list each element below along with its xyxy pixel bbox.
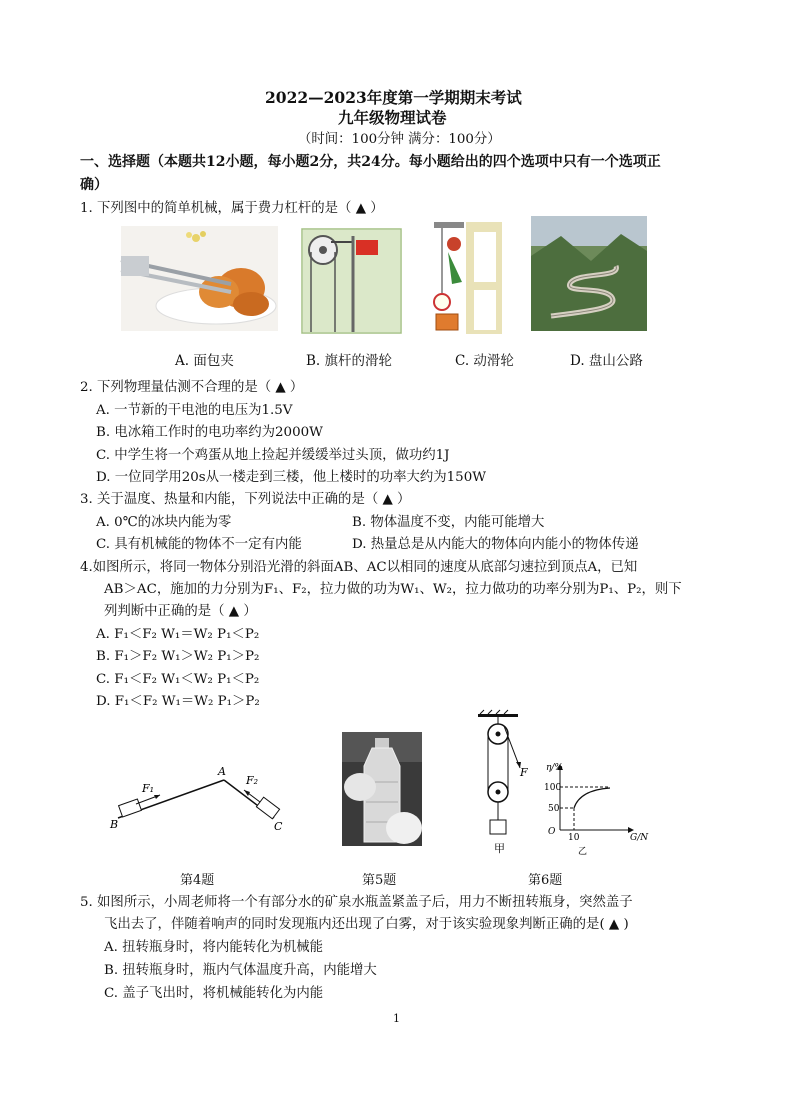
- figure-5-bottle-photo: [342, 732, 422, 846]
- label-F: F: [520, 766, 528, 779]
- origin-label: O: [548, 827, 556, 837]
- q1-option-d: D. 盘山公路: [570, 353, 643, 369]
- section-heading: 一、选择题（本题共12小题，每小题2分，共24分。每小题给出的四个选项中只有一个选项正: [80, 154, 661, 170]
- q1-option-a: A. 面包夹: [175, 353, 234, 369]
- paper-title: 九年级物理试卷: [338, 108, 447, 127]
- q4-option-d: D. F₁＜F₂ W₁＝W₂ P₁＞P₂: [96, 694, 260, 709]
- label-B: B: [110, 818, 119, 831]
- q4-option-a: A. F₁＜F₂ W₁＝W₂ P₁＜P₂: [96, 627, 260, 642]
- q5-option-a: A. 扭转瓶身时，将内能转化为机械能: [104, 940, 324, 955]
- q1-option-c: C. 动滑轮: [455, 353, 514, 369]
- x-tick-10: 10: [568, 833, 580, 843]
- movable-pulley-image: [432, 222, 502, 334]
- label-F1: F₁: [142, 782, 155, 795]
- question-4-stem-1: 4.如图所示，将同一物体分别沿光滑的斜面AB、AC以相同的速度从底部匀速拉到顶点A，已知: [80, 560, 638, 575]
- question-2-stem: 2. 下列物理量估测不合理的是（ ▲ ）: [80, 380, 304, 395]
- exam-meta: （时间：100分钟 满分：100分）: [298, 132, 501, 147]
- question-3-stem: 3. 关于温度、热量和内能，下列说法中正确的是（ ▲ ）: [80, 492, 411, 507]
- q3-option-d: D. 热量总是从内能大的物体向内能小的物体传递: [352, 537, 639, 552]
- question-5-stem-2: 飞出去了，伴随着响声的同时发现瓶内还出现了白雾，对于该实验现象判断正确的是( ▲ ): [104, 917, 629, 932]
- page-number: 1: [393, 1012, 400, 1025]
- caption-fig6: 第6题: [528, 873, 563, 888]
- label-A: A: [218, 765, 226, 778]
- question-4-stem-3: 列判断中正确的是（ ▲ ）: [104, 604, 257, 619]
- question-4-stem-2: AB＞AC，施加的力分别为F₁、F₂，拉力做的功为W₁、W₂，拉力做功的功率分别为P₁、P₂，则下: [104, 582, 682, 597]
- q2-option-a: A. 一节新的干电池的电压为1.5V: [96, 403, 293, 418]
- q4-option-b: B. F₁＞F₂ W₁＞W₂ P₁＞P₂: [96, 649, 260, 664]
- label-jia: 甲: [494, 842, 505, 855]
- figure-4-incline-diagram: [104, 760, 294, 832]
- label-C: C: [274, 820, 283, 833]
- q2-option-b: B. 电冰箱工作时的电功率约为2000W: [96, 425, 323, 440]
- flagpole-pulley-image: [301, 228, 402, 334]
- label-F2: F₂: [246, 774, 259, 787]
- q3-option-b: B. 物体温度不变，内能可能增大: [352, 515, 545, 530]
- q4-option-c: C. F₁＜F₂ W₁＜W₂ P₁＜P₂: [96, 672, 260, 687]
- q2-option-d: D. 一位同学用20s从一楼走到三楼，他上楼时的功率大约为150W: [96, 470, 486, 485]
- q5-option-b: B. 扭转瓶身时，瓶内气体温度升高，内能增大: [104, 963, 377, 978]
- y-tick-100: 100: [544, 783, 562, 793]
- x-axis-label: G/N: [630, 833, 649, 843]
- q5-option-c: C. 盖子飞出时，将机械能转化为内能: [104, 986, 324, 1001]
- y-tick-50: 50: [548, 804, 560, 814]
- bread-tongs-image: [121, 226, 278, 331]
- q2-option-c: C. 中学生将一个鸡蛋从地上捡起并缓缓举过头顶，做功约1J: [96, 448, 450, 463]
- label-yi: 乙: [578, 847, 588, 857]
- exam-title: 2022—2023年度第一学期期末考试: [265, 88, 522, 107]
- caption-fig4: 第4题: [180, 873, 215, 888]
- q3-option-c: C. 具有机械能的物体不一定有内能: [96, 537, 302, 552]
- section-heading-cont: 确）: [80, 177, 108, 193]
- q1-option-b: B. 旗杆的滑轮: [306, 353, 393, 369]
- y-axis-label: η/%: [546, 763, 563, 773]
- figure-6-efficiency-graph: [538, 760, 649, 858]
- q3-option-a: A. 0℃的冰块内能为零: [96, 515, 232, 530]
- figure-6-pulley-system: [474, 712, 534, 862]
- caption-fig5: 第5题: [362, 873, 397, 888]
- mountain-road-image: [531, 216, 647, 331]
- question-1-stem: 1. 下列图中的简单机械，属于费力杠杆的是（ ▲ ）: [80, 201, 384, 216]
- question-5-stem-1: 5. 如图所示，小周老师将一个有部分水的矿泉水瓶盖紧盖子后，用力不断扭转瓶身，突然盖子: [80, 895, 633, 910]
